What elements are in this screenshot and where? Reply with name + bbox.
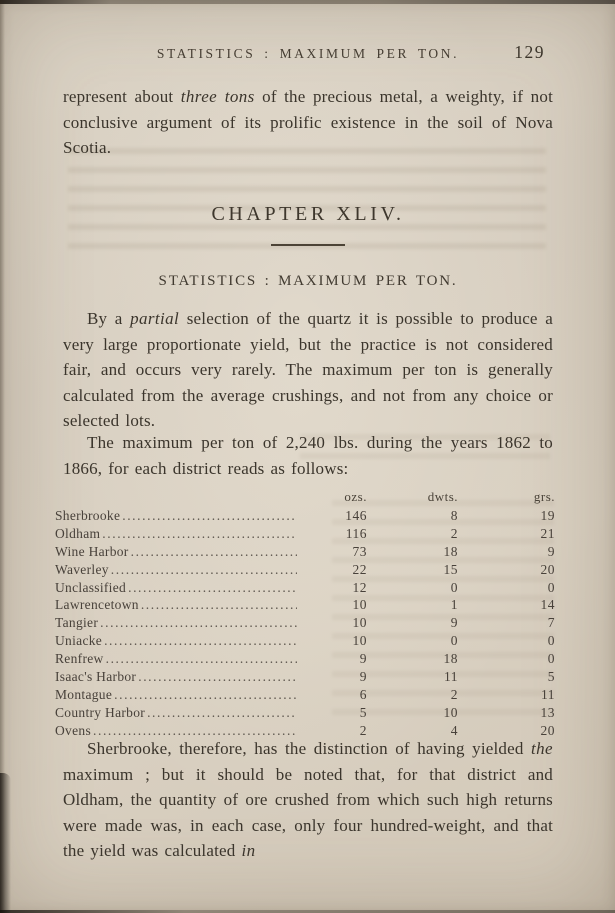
ozs-value: 9	[359, 651, 367, 667]
running-head-title: STATISTICS : MAXIMUM PER TON.	[156, 46, 460, 61]
chapter-rule	[271, 244, 345, 246]
section-heading: STATISTICS : MAXIMUM PER TON.	[158, 273, 458, 289]
district-name: Isaac's Harbor	[55, 669, 137, 685]
dot-leader	[131, 544, 297, 560]
dwts-value: 0	[450, 579, 458, 595]
grs-value: 11	[541, 686, 555, 702]
scan-artifact-left-edge	[0, 0, 5, 913]
ozs-value: 10	[352, 633, 367, 649]
district-name: Country Harbor	[55, 704, 146, 720]
table-header-row	[55, 489, 555, 508]
district-name: Renfrew	[55, 651, 104, 667]
dot-leader	[138, 669, 297, 685]
paragraph-text: represent about	[63, 87, 181, 106]
district-name: Lawrencetown	[55, 597, 139, 613]
ozs-value: 73	[352, 543, 367, 559]
table-row	[55, 526, 555, 544]
scan-artifact-top-edge	[0, 0, 615, 4]
column-header-ozs: ozs.	[344, 489, 367, 504]
district-name: Tangier	[55, 615, 99, 631]
ozs-value: 2	[359, 722, 367, 738]
grs-value: 0	[547, 651, 555, 667]
table-row	[55, 580, 555, 598]
ozs-value: 5	[359, 704, 367, 720]
grs-value: 14	[540, 597, 555, 613]
page-number: 129	[514, 42, 545, 62]
ozs-value: 22	[352, 561, 367, 577]
dot-leader	[104, 633, 297, 649]
grs-value: 5	[547, 669, 555, 685]
dwts-value: 2	[450, 686, 458, 702]
dot-leader	[106, 651, 297, 667]
grs-value: 21	[540, 525, 555, 541]
intro-paragraph	[63, 84, 553, 161]
column-header-dwts: dwts.	[427, 489, 458, 504]
district-name: Sherbrooke	[55, 508, 121, 523]
running-head	[63, 42, 553, 62]
scan-artifact-left-blotch	[0, 773, 11, 913]
dwts-value: 15	[443, 561, 458, 577]
dwts-value: 8	[450, 508, 458, 523]
grs-value: 0	[547, 633, 555, 649]
statistics-table	[55, 489, 555, 741]
table-row	[55, 633, 555, 651]
district-name: Unclassified	[55, 579, 127, 595]
table-row	[55, 687, 555, 705]
paragraph-text: The maximum per ton of 2,240 lbs. during the years 1862 to 1866, for each district reads as follows:	[63, 433, 553, 478]
table-row	[55, 615, 555, 633]
grs-value: 20	[540, 561, 555, 577]
paragraph-text: selection of the quartz it is possible to produce a very large proportionate yield, but the practice is not considered fair, and occurs very rarely. The maximum per ton is generally calculated from the average crushings, and not from any choice or selected lots.	[63, 309, 553, 430]
paragraph-text: Sherbrooke, therefore, has the distinction of having yielded	[87, 739, 532, 758]
dot-leader	[111, 562, 297, 578]
ozs-value: 10	[352, 615, 367, 631]
district-name: Oldham	[55, 525, 101, 541]
dot-leader	[141, 597, 297, 613]
table-row	[55, 651, 555, 669]
table-row	[55, 669, 555, 687]
table-row	[55, 508, 555, 526]
district-name: Wine Harbor	[55, 543, 129, 559]
dwts-value: 18	[443, 651, 458, 667]
table-row	[55, 597, 555, 615]
italic-emphasis: the	[531, 739, 553, 758]
closing-paragraph	[63, 736, 553, 864]
district-name: Montague	[55, 686, 113, 702]
dwts-value: 10	[443, 704, 458, 720]
district-name: Ovens	[55, 722, 91, 738]
grs-value: 0	[547, 579, 555, 595]
paragraph-text: maximum ; but it should be noted that, for that district and Oldham, the quantity of ore crushed from which such high returns were made was, in each case, only four hundred-weight, and that the yield was calculated	[63, 764, 553, 860]
dot-leader	[128, 580, 297, 596]
grs-value: 20	[540, 722, 555, 738]
dwts-value: 1	[450, 597, 458, 613]
dwts-value: 0	[450, 633, 458, 649]
chapter-heading: CHAPTER XLIV.	[211, 203, 405, 225]
dwts-value: 11	[444, 669, 458, 685]
district-name: Uniacke	[55, 633, 103, 649]
italic-emphasis: partial	[130, 309, 180, 328]
ozs-value: 6	[359, 686, 367, 702]
grs-value: 9	[547, 543, 555, 559]
body-paragraph-2	[63, 430, 553, 481]
dot-leader	[100, 615, 297, 631]
dwts-value: 9	[450, 615, 458, 631]
table-row	[55, 544, 555, 562]
dot-leader	[102, 526, 297, 542]
grs-value: 7	[547, 615, 555, 631]
dwts-value: 4	[450, 722, 458, 738]
paragraph-text: of the precious metal, a weighty, if not conclusive argument of its prolific existence in the soil of Nova Scotia.	[63, 87, 553, 157]
ozs-value: 12	[352, 579, 367, 595]
ozs-value: 10	[352, 597, 367, 613]
ozs-value: 116	[345, 525, 367, 541]
ozs-value: 146	[345, 508, 367, 523]
dwts-value: 18	[443, 543, 458, 559]
ozs-value: 9	[359, 669, 367, 685]
body-paragraph-1	[63, 306, 553, 434]
dot-leader	[122, 508, 297, 524]
district-name: Waverley	[55, 561, 109, 577]
column-header-grs: grs.	[533, 489, 555, 504]
table-row	[55, 705, 555, 723]
grs-value: 19	[540, 508, 555, 523]
italic-emphasis: three tons	[180, 87, 255, 106]
italic-emphasis: in	[241, 841, 256, 860]
bleedthrough-ghost	[68, 148, 546, 252]
table-row	[55, 562, 555, 580]
grs-value: 13	[540, 704, 555, 720]
dot-leader	[147, 705, 297, 721]
paragraph-text: By a	[87, 309, 131, 328]
dot-leader	[114, 687, 297, 703]
dwts-value: 2	[450, 525, 458, 541]
